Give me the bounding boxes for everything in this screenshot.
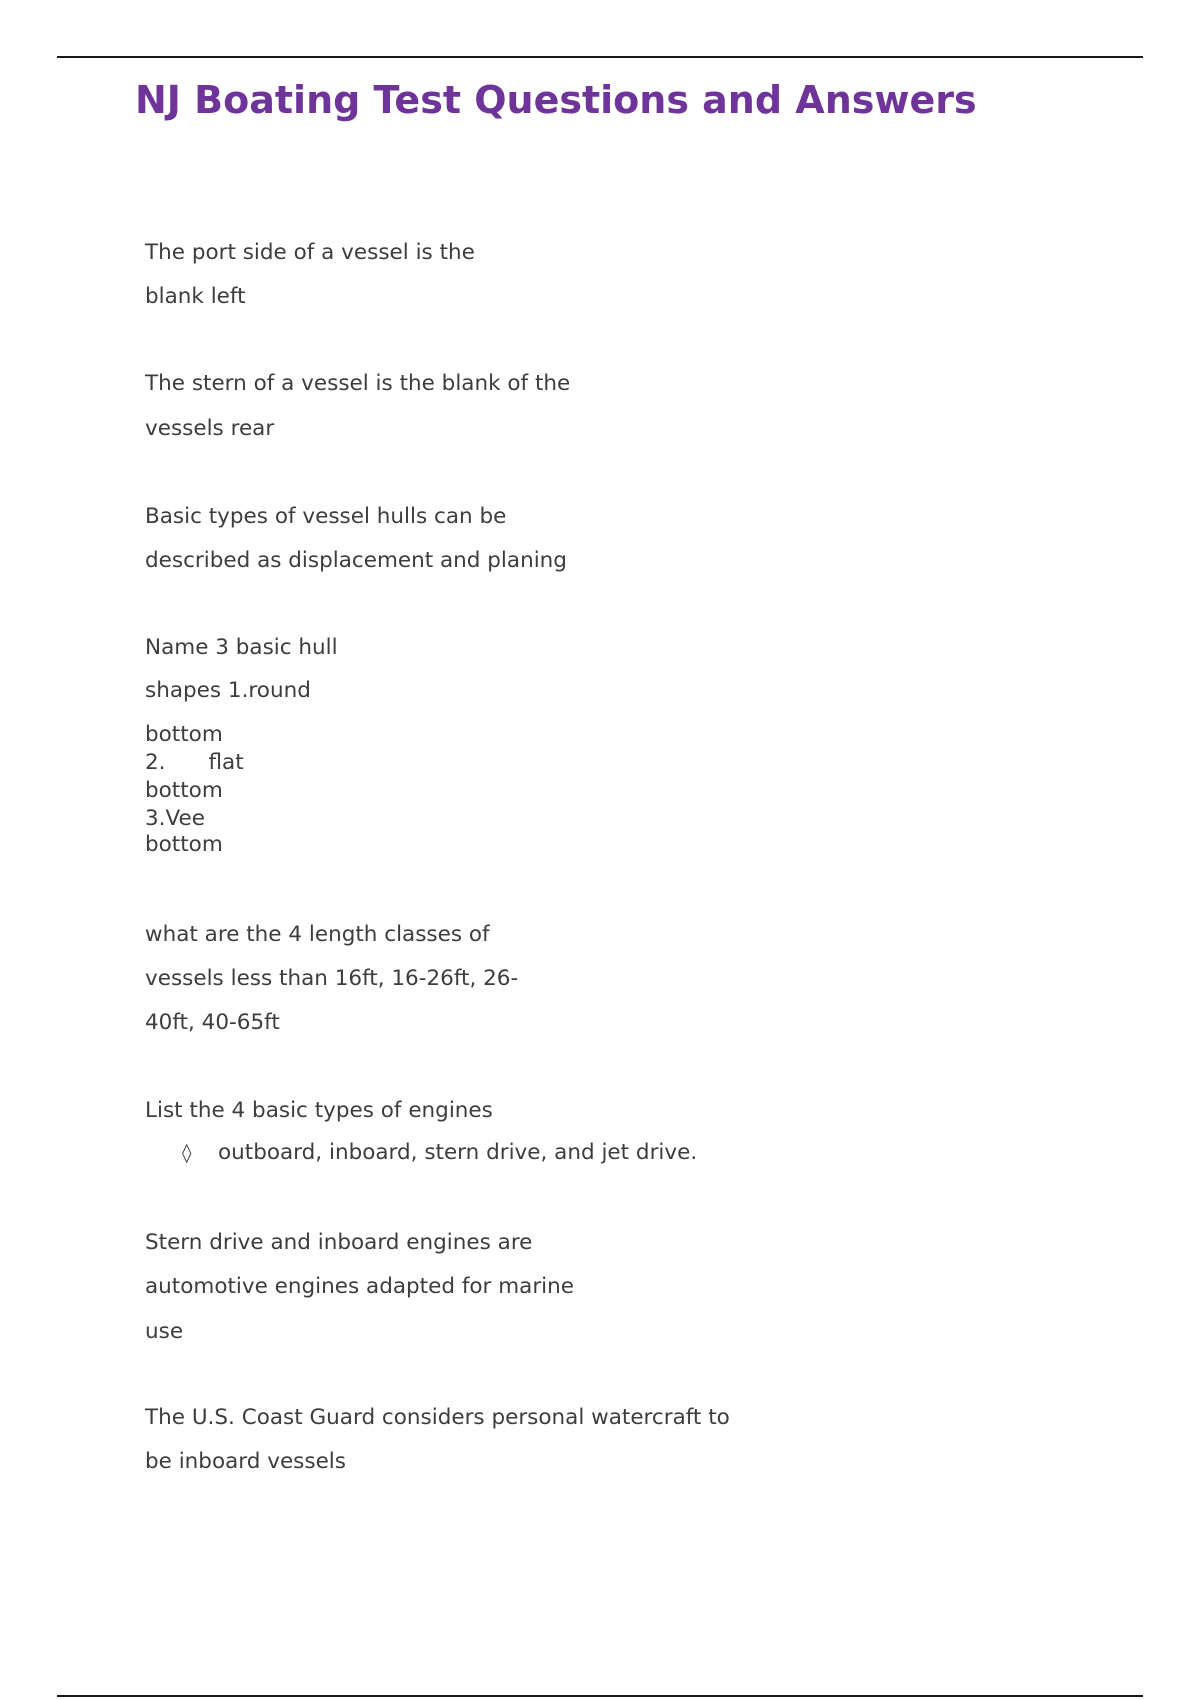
question-text: Basic types of vessel hulls can be [145, 504, 507, 529]
page-title: NJ Boating Test Questions and Answers [135, 78, 977, 122]
answer-text: use [145, 1319, 184, 1344]
answer-text: outboard, inboard, stern drive, and jet drive. [218, 1140, 698, 1165]
question-text: Name 3 basic hull [145, 635, 338, 660]
diamond-bullet-icon: ◊ [182, 1142, 192, 1164]
answer-text: automotive engines adapted for marine [145, 1274, 575, 1299]
answer-text: bottom [145, 722, 223, 747]
answer-text: vessels rear [145, 416, 275, 441]
question-text: The port side of a vessel is the [145, 240, 475, 265]
answer-list-item [145, 749, 244, 777]
answer-text: shapes 1.round [145, 678, 311, 703]
answer-text: described as displacement and planing [145, 548, 567, 573]
answer-text: flat [208, 750, 244, 775]
top-divider [57, 56, 1143, 58]
question-text: The stern of a vessel is the blank of the [145, 371, 571, 396]
answer-text: blank left [145, 284, 246, 309]
question-text: The U.S. Coast Guard considers personal watercraft to [145, 1405, 730, 1430]
list-number: 2. [145, 750, 166, 775]
answer-text: bottom [145, 832, 223, 857]
answer-text: be inboard vessels [145, 1449, 346, 1474]
answer-text: bottom [145, 778, 223, 803]
answer-text: vessels less than 16ft, 16-26ft, 26- [145, 966, 519, 991]
question-text: Stern drive and inboard engines are [145, 1230, 533, 1255]
bottom-divider [57, 1695, 1143, 1697]
answer-text: 40ft, 40-65ft [145, 1010, 280, 1035]
answer-bullet [182, 1139, 697, 1167]
question-text: what are the 4 length classes of [145, 922, 490, 947]
answer-text: 3.Vee [145, 806, 206, 831]
question-text: List the 4 basic types of engines [145, 1098, 493, 1123]
